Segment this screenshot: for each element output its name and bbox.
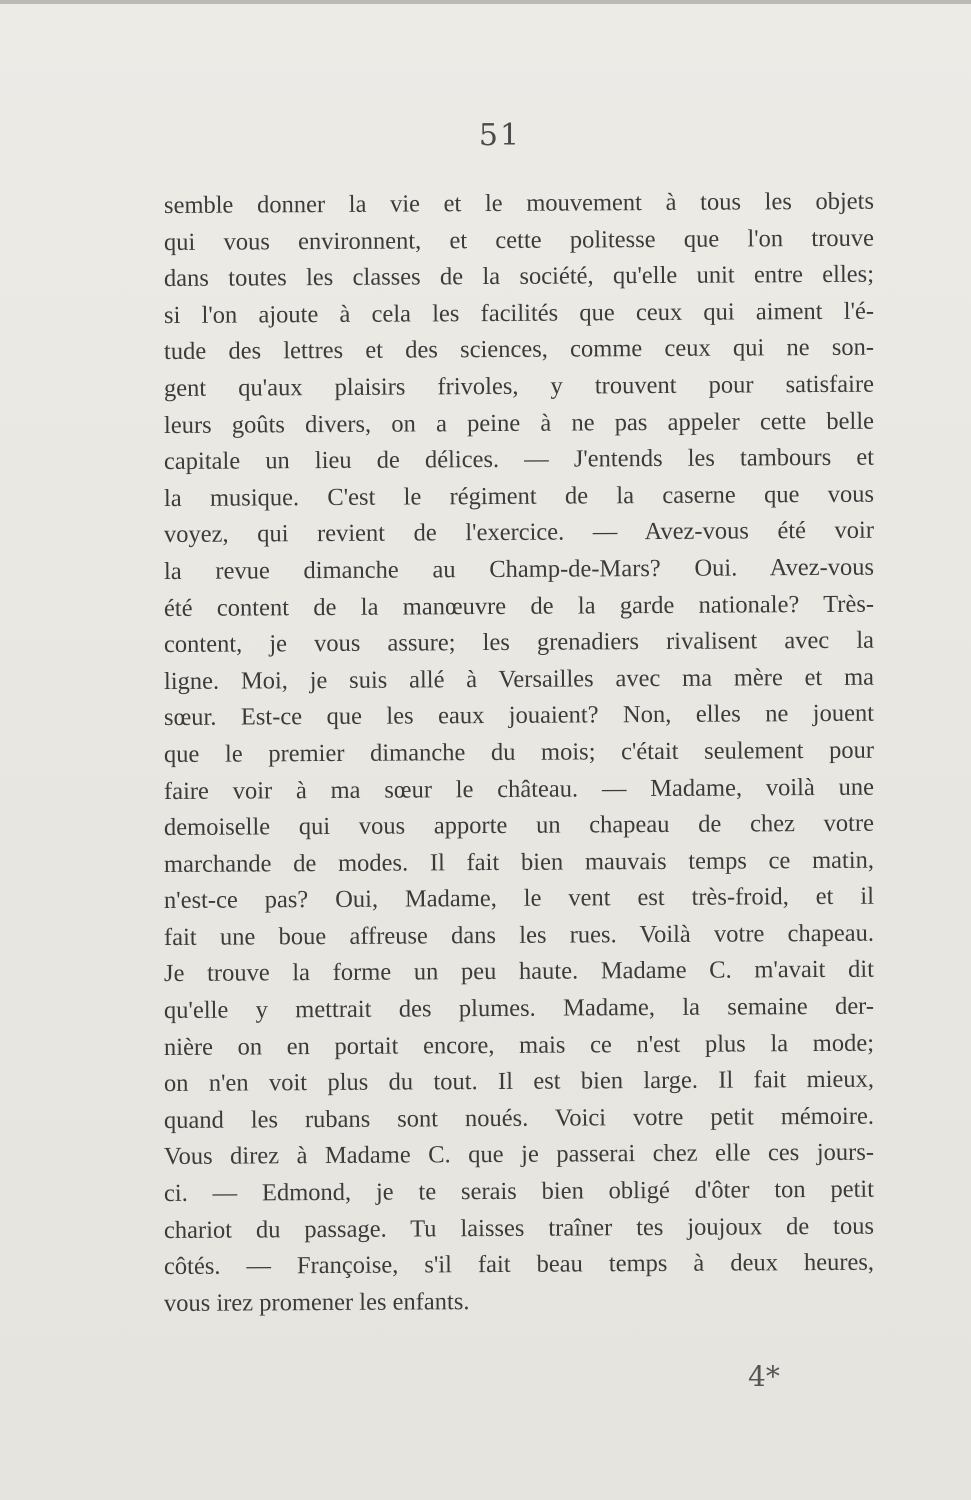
text-line: leurs goûts divers, on a peine à ne pas appeler cette belle <box>163 407 875 439</box>
text-line: capitale un lieu de délices. — J'entends les tambours et <box>163 443 875 476</box>
text-line: que le premier dimanche du mois; c'était seulement pour <box>163 736 875 768</box>
text-line: dans toutes les classes de la société, qu'elle unit entre elles; <box>163 260 875 293</box>
text-line: la musique. C'est le régiment de la caserne que vous <box>163 480 875 512</box>
page-number: 51 <box>478 118 522 153</box>
text-line: content, je vous assure; les grenadiers rivalisent avec la <box>163 626 875 659</box>
page-top-edge <box>0 0 971 4</box>
text-line: ci. — Edmond, je te serais bien obligé d'ôter ton petit <box>163 1175 875 1208</box>
text-line: demoiselle qui vous apporte un chapeau de chez votre <box>163 809 875 842</box>
signature-mark: 4* <box>748 1360 780 1393</box>
text-line: n'est-ce pas? Oui, Madame, le vent est très-froid, et il <box>163 882 875 915</box>
text-line: si l'on ajoute à cela les facilités que ceux qui aiment l'é- <box>163 297 875 329</box>
text-line: sœur. Est-ce que les eaux jouaient? Non, elles ne jouent <box>163 699 875 732</box>
text-line: ligne. Moi, je suis allé à Versailles avec ma mère et ma <box>163 663 875 695</box>
text-line: marchande de modes. Il fait bien mauvais temps ce matin, <box>163 846 875 878</box>
text-line: semble donner la vie et le mouvement à tous les objets <box>163 187 875 219</box>
text-line: été content de la manœuvre de la garde nationale? Très- <box>163 590 875 622</box>
text-line: gent qu'aux plaisirs frivoles, y trouvent pour satisfaire <box>163 370 875 402</box>
text-line: la revue dimanche au Champ-de-Mars? Oui. Avez-vous <box>163 553 875 585</box>
text-line: Je trouve la forme un peu haute. Madame C. m'avait dit <box>163 956 875 988</box>
body-text <box>164 188 874 1322</box>
text-line: chariot du passage. Tu laisses traîner tes joujoux de tous <box>163 1212 875 1244</box>
text-line: nière on en portait encore, mais ce n'est plus la mode; <box>163 1029 875 1061</box>
text-line: voyez, qui revient de l'exercice. — Avez-vous été voir <box>163 517 875 549</box>
text-line: faire voir à ma sœur le château. — Madame, voilà une <box>163 773 875 805</box>
text-line: Vous direz à Madame C. que je passerai chez elle ces jours- <box>163 1139 875 1171</box>
text-line: on n'en voit plus du tout. Il est bien large. Il fait mieux, <box>163 1065 875 1098</box>
text-line: fait une boue affreuse dans les rues. Voilà votre chapeau. <box>163 919 875 951</box>
text-line: qui vous environnent, et cette politesse que l'on trouve <box>163 224 875 256</box>
text-line: vous irez promener les enfants. <box>163 1287 470 1317</box>
text-line: tude des lettres et des sciences, comme ceux qui ne son- <box>163 334 875 366</box>
text-line: qu'elle y mettrait des plumes. Madame, la semaine der- <box>163 992 875 1025</box>
text-line: quand les rubans sont noués. Voici votre petit mémoire. <box>163 1102 875 1134</box>
text-line: côtés. — Françoise, s'il fait beau temps à deux heures, <box>163 1248 875 1281</box>
